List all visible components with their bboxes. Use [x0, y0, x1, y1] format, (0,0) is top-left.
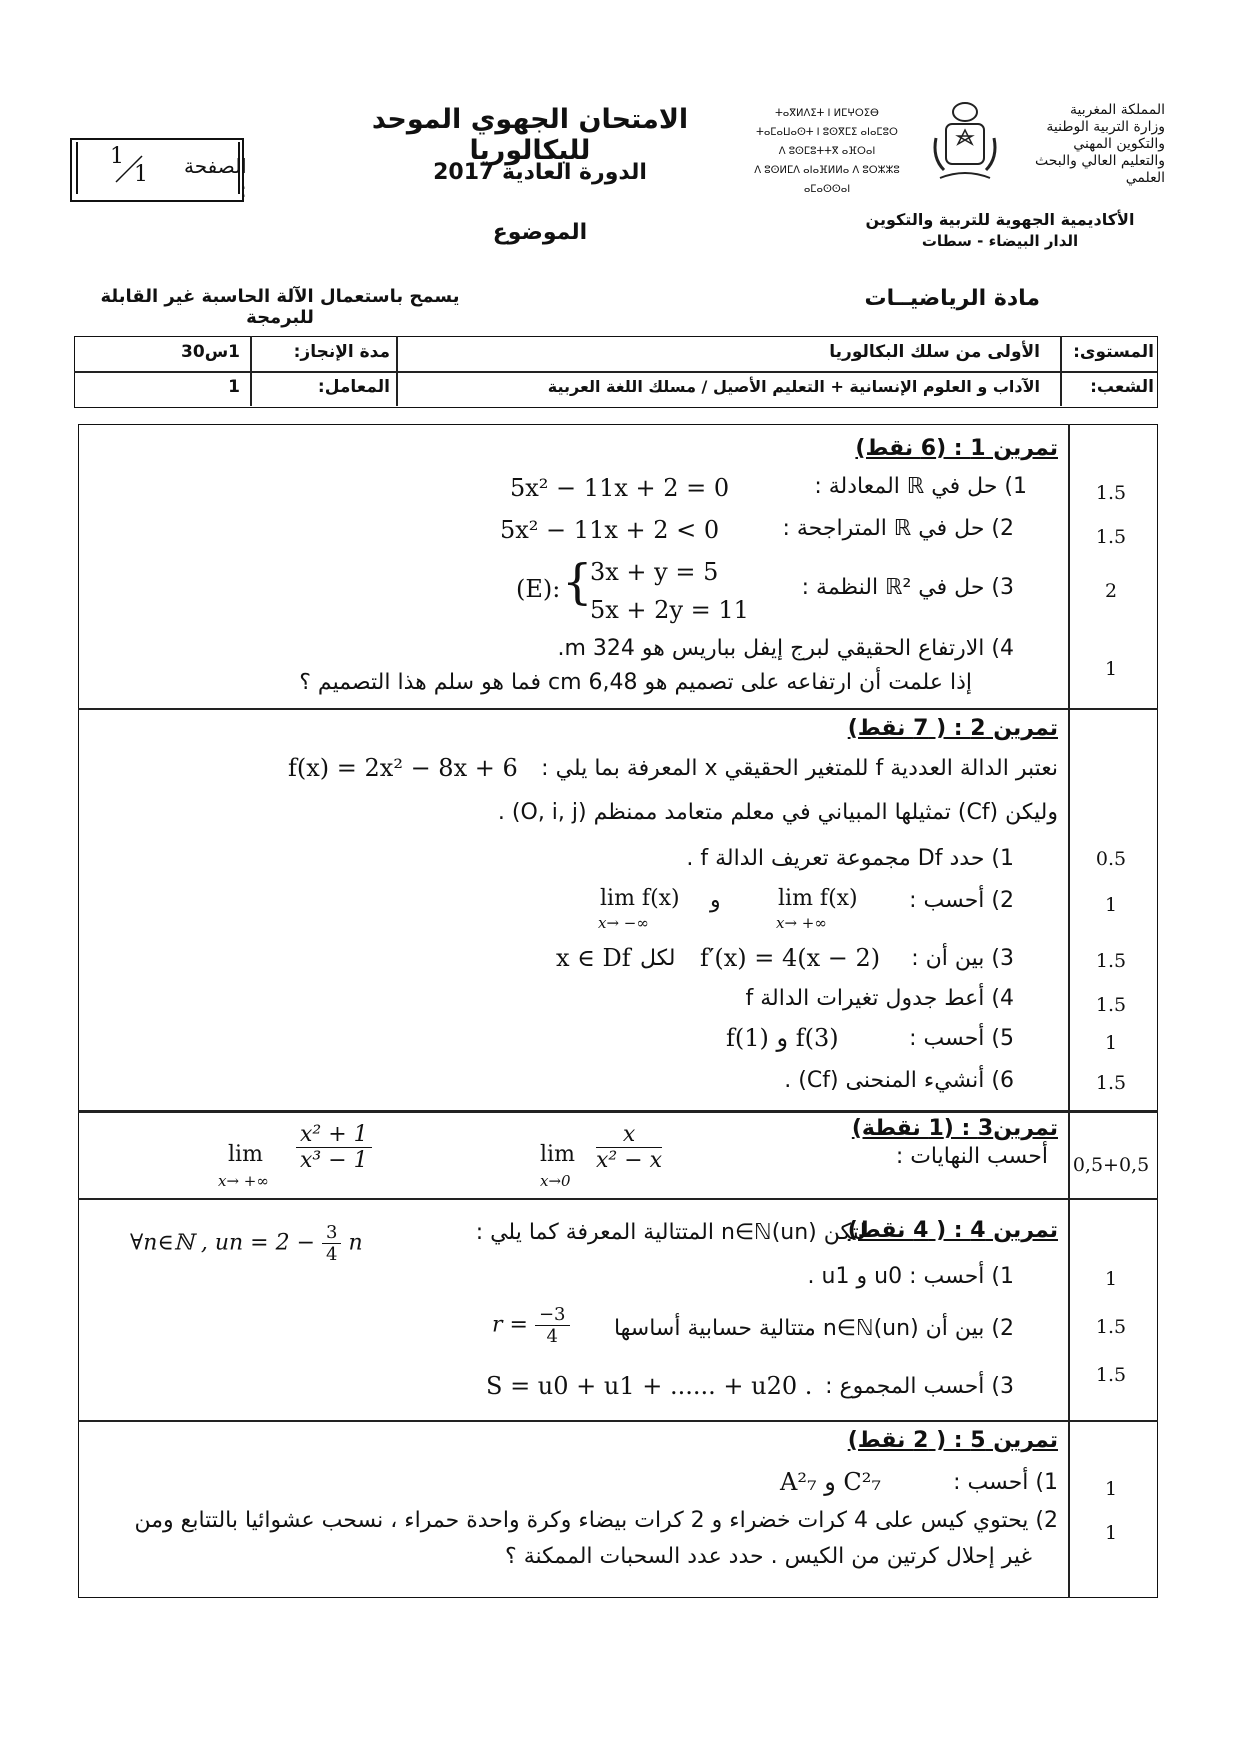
ex4-q1: 1) أحسب : u0 و u1 .	[807, 1264, 1014, 1289]
ex5-q1: 1) أحسب :	[953, 1470, 1058, 1495]
session-label: الدورة العادية 2017	[433, 160, 647, 185]
ex1-q3: 3) حل في ℝ² النظمة :	[801, 575, 1014, 600]
ex4-sum: S = u0 + u1 + ...... + u20 .	[486, 1372, 813, 1400]
ex1-points-2: 1.5	[1095, 526, 1127, 548]
ex2-q4: 4) أعط جدول تغيرات الدالة f	[745, 986, 1014, 1011]
ministry-block: المملكة المغربية وزارة التربية الوطنية والتكوين المهني والتعليم العالي والبحث العلمي	[1034, 102, 1165, 186]
exam-title: الامتحان الجهوي الموحد للبكالوريا	[371, 104, 689, 166]
ex3-lim-b: lim	[228, 1142, 263, 1167]
ex2-limit-minus-inf: lim f(x)	[600, 886, 680, 911]
academy-name: الأكاديمية الجهوية للتربية والتكوين	[865, 210, 1135, 229]
ex4-ratio: r = $\frac{-3}{4}$	[492, 1304, 570, 1347]
ex4-points-2: 1.5	[1095, 1316, 1127, 1338]
page-box	[70, 138, 247, 202]
page-total: 1	[134, 162, 148, 187]
ex4-points-1: 1	[1104, 1268, 1118, 1290]
ex2-title: تمرين 2 : ( 7 نقط)	[847, 716, 1058, 741]
ex5-q1-combinatorics: A²₇ و C²₇	[780, 1468, 882, 1496]
ex2-limit-plus-inf: lim f(x)	[778, 886, 858, 911]
coef-label: المعامل:	[317, 377, 390, 397]
ex1-q4-line2: إذا علمت أن ارتفاعه على تصميم هو 6,48 cm فما هو سلم هذا التصميم ؟	[299, 670, 972, 695]
ex2-points-3: 1.5	[1095, 950, 1127, 972]
ex2-points-2: 1	[1104, 894, 1118, 916]
ex3-prompt: أحسب النهايات :	[895, 1144, 1048, 1169]
ex5-title: تمرين 5 : ( 2 نقط)	[847, 1428, 1058, 1453]
ex4-definition: ∀n∈ℕ , un = 2 − $\frac{3}{4}$ n	[130, 1222, 363, 1265]
ex1-points-3: 2	[1104, 580, 1118, 602]
tifinagh-block: ⵜⴰⴳⵍⴷⵉⵜ ⵏ ⵍⵎⵖⵔⵉⴱ ⵜⴰⵎⴰⵡⴰⵙⵜ ⵏ ⵓⵙⴳⵎⵉ ⴰⵏⴰⵎⵓⵔ ⴷ ⵓⵙⵎⵓⵜⵜⴳ ⴰⴼⵔⴰⵏ ⴷ ⵓⵙⵍⵎⴷ ⴰⵏⴰⴼⵍⵍⴰ ⴷ ⵓⵔⵣⵣⵓ ⴰⵎⴰⵙⵙⴰⵏ	[754, 108, 900, 195]
ex1-q2: 2) حل في ℝ المتراجحة :	[782, 516, 1014, 541]
ex2-domain: x ∈ Df	[556, 944, 631, 972]
ex1-q1-equation: 5x² − 11x + 2 = 0	[510, 474, 730, 502]
ex2-points-4: 1.5	[1095, 994, 1127, 1016]
ex2-points-1: 0.5	[1095, 848, 1127, 870]
ex4-q2: 2) بين أن (un)n∈ℕ متتالية حسابية أساسها	[613, 1316, 1014, 1341]
page-number: 1	[110, 144, 124, 169]
ex3-fraction-a: $\frac{x}{\text{x² − x}}$	[596, 1122, 663, 1173]
ex3-fraction-b: $\frac{\text{x² + 1}}{\text{x³ − 1}}$	[296, 1122, 372, 1173]
subject-heading: الموضوع	[492, 220, 588, 245]
ex3-lim-b-sub: x→ +∞	[218, 1172, 269, 1190]
ex3-title: تمرين3 : (1 نقطة)	[851, 1116, 1058, 1141]
ex2-q3: 3) بين أن :	[911, 946, 1014, 971]
ex2-function-def: f(x) = 2x² − 8x + 6	[288, 754, 518, 782]
ex2-q5: 5) أحسب :	[909, 1026, 1014, 1051]
ex1-q2-inequality: 5x² − 11x + 2 < 0	[500, 516, 720, 544]
ex1-q4-line1: 4) الارتفاع الحقيقي لبرج إيفل بباريس هو 324 m.	[557, 636, 1014, 661]
region-name: الدار البيضاء - سطات	[921, 232, 1079, 250]
ex3-lim-a: lim	[540, 1142, 575, 1167]
ex2-intro: نعتبر الدالة العددية f للمتغير الحقيقي x المعرفة بما يلي :	[541, 756, 1058, 781]
duration-value: 1س30	[181, 342, 240, 362]
branch-label: الشعب:	[1090, 377, 1154, 397]
ex2-q2: 2) أحسب :	[909, 888, 1014, 913]
ex4-title: تمرين 4 : ( 4 نقط)	[847, 1218, 1058, 1243]
ex1-q1: 1) حل في ℝ المعادلة :	[814, 474, 1027, 499]
ex1-system-eq2: 5x + 2y = 11	[590, 596, 749, 624]
system-brace: {	[562, 554, 593, 610]
level-label: المستوى:	[1073, 342, 1154, 362]
duration-label: مدة الإنجاز:	[293, 342, 390, 362]
ex2-limit-minus-inf-sub: x→ −∞	[598, 914, 649, 932]
ex2-points-6: 1.5	[1095, 1072, 1127, 1094]
ex2-derivative: f′(x) = 4(x − 2)	[700, 944, 881, 972]
ex2-intro2: وليكن (Cf) تمثيلها المبياني في معلم متعامد ممنظم (O, i, j) .	[497, 800, 1058, 825]
ex1-system-eq1: 3x + y = 5	[590, 558, 719, 586]
coef-value: 1	[228, 377, 240, 397]
ex2-q6: 6) أنشيء المنحنى (Cf) .	[784, 1068, 1014, 1093]
ex5-points-1: 1	[1104, 1478, 1118, 1500]
ex1-points-4: 1	[1104, 658, 1118, 680]
ex1-title: تمرين 1 : (6 نقط)	[855, 436, 1058, 461]
ex4-intro: لتكن (un)n∈ℕ المتتالية المعرفة كما يلي :	[475, 1220, 866, 1245]
ex3-lim-a-sub: x→0	[540, 1172, 571, 1190]
ex1-points-1: 1.5	[1095, 482, 1127, 504]
level-value: الأولى من سلك البكالوريا	[829, 342, 1040, 362]
ex2-and: و	[710, 888, 721, 913]
ex5-q2-line2: غير إحلال كرتين من الكيس . حدد عدد السحبات الممكنة ؟	[505, 1544, 1032, 1569]
ex1-system-name: (E):	[516, 575, 561, 603]
kingdom-emblem	[930, 98, 1000, 188]
ex4-points-3: 1.5	[1095, 1364, 1127, 1386]
branch-value: الآداب و العلوم الإنسانية + التعليم الأصيل / مسلك اللغة العربية	[547, 377, 1040, 396]
page-label: الصفحة :	[183, 154, 247, 202]
ex3-points: 0,5+0,5	[1072, 1154, 1150, 1176]
subject-name: مادة الرياضيــات	[864, 286, 1040, 311]
ex2-q1: 1) حدد Df مجموعة تعريف الدالة f .	[686, 846, 1014, 871]
ex2-points-5: 1	[1104, 1032, 1118, 1054]
ex5-q2-line1: 2) يحتوي كيس على 4 كرات خضراء و 2 كرات بيضاء وكرة واحدة حمراء ، نسحب عشوائيا بالتتابع ومن	[134, 1508, 1058, 1533]
ex2-q5-values: f(1) و f(3)	[726, 1024, 839, 1052]
ex5-points-2: 1	[1104, 1522, 1118, 1544]
calculator-note: يسمح باستعمال الآلة الحاسبة غير القابلة للبرمجة	[100, 286, 460, 328]
ex2-limit-plus-inf-sub: x→ +∞	[776, 914, 827, 932]
ex4-q3: 3) أحسب المجموع :	[825, 1374, 1014, 1399]
ex2-for-all: لكل	[640, 946, 676, 971]
